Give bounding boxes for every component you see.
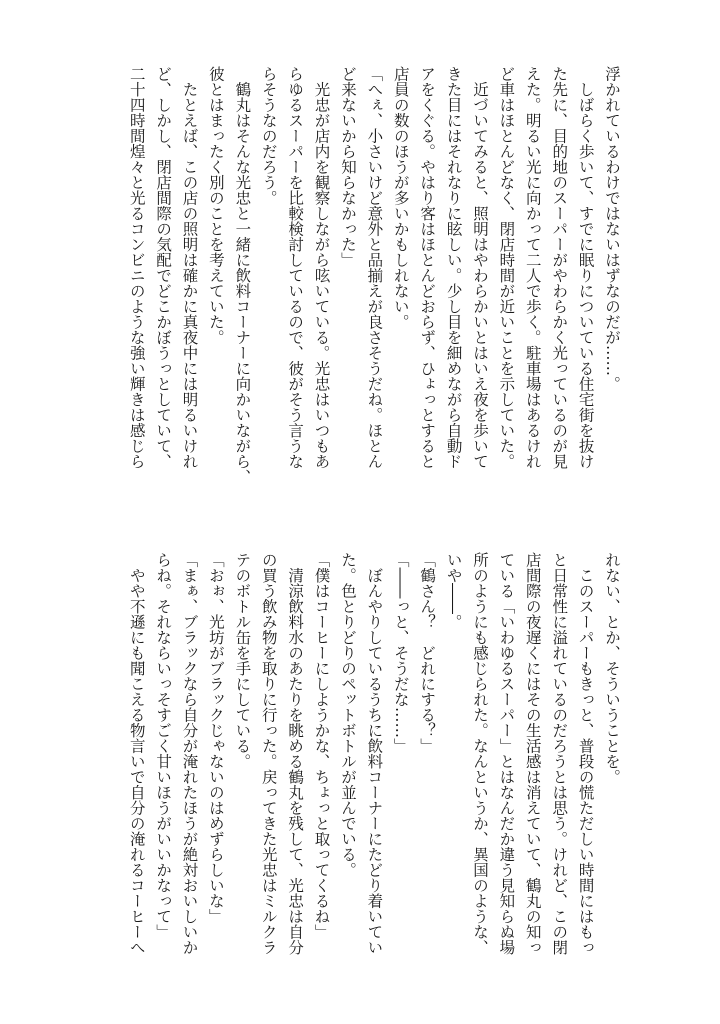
text-line: 「鶴さん？ どれにする？」 bbox=[418, 552, 437, 754]
text-line: アをくぐる。やはり客はほとんどおらず、ひょっとすると bbox=[418, 66, 437, 469]
text-line: 「――っと、そうだな……」 bbox=[391, 552, 410, 754]
text-line: たとえば、この店の照明は確かに真夜中には明るいけれ bbox=[180, 66, 199, 469]
text-line: た先に、目的地のスーパーがやわらかく光っているのが見 bbox=[550, 66, 569, 469]
text-line: ぼんやりしているうちに飲料コーナーにたどり着いてい bbox=[365, 552, 384, 955]
text-line: えた。明るい光に向かって二人で歩く。駐車場はあるけれ bbox=[523, 66, 542, 469]
text-line: テのボトル缶を手にしている。 bbox=[233, 552, 252, 769]
text-line: 鶴丸はそんな光忠と一緒に飲料コーナーに向かいながら、 bbox=[233, 66, 252, 485]
text-line: ど車はほとんどなく、閉店時間が近いことを示していた。 bbox=[497, 66, 516, 469]
text-line: 「へぇ、小さいけど意外と品揃えが良さそうだね。ほとん bbox=[365, 66, 384, 469]
text-line: らそうなのだろう。 bbox=[259, 66, 278, 206]
text-line: 光忠が店内を観察しながら呟いている。光忠はいつもあ bbox=[312, 66, 331, 469]
text-line: 「おぉ、光坊がブラックじゃないのはめずらしいな」 bbox=[206, 552, 225, 924]
text-block-bottom bbox=[123, 552, 625, 982]
text-line: と日常性に溢れているのだろうとは思う。けれど、この閉 bbox=[550, 552, 569, 955]
text-line: しばらく歩いて、すでに眠りについている住宅街を抜け bbox=[576, 66, 595, 469]
text-line: らね。それならいっそすごく甘いほうがいいかなって」 bbox=[154, 552, 173, 940]
text-line: 彼とはまったく別のことを考えていた。 bbox=[206, 66, 225, 345]
text-line: ど、しかし、閉店間際の気配でどこかぼうっとしていて、 bbox=[154, 66, 173, 469]
text-line: らゆるスーパーを比較検討しているので、彼がそう言うな bbox=[286, 66, 305, 469]
text-line: ている「いわゆるスーパー」とはなんだか違う見知らぬ場 bbox=[497, 552, 516, 955]
text-line: このスーパーもきっと、普段の慌ただしい時間にはもっ bbox=[576, 552, 595, 955]
text-line: 清涼飲料水のあたりを眺める鶴丸を残して、光忠は自分 bbox=[286, 552, 305, 955]
text-line: の買う飲み物を取りに行った。戻ってきた光忠はミルクラ bbox=[259, 552, 278, 955]
text-line: 二十四時間煌々と光るコンビニのような強い輝きは感じら bbox=[127, 66, 146, 469]
text-line: きた目にはそれなりに眩しい。少し目を細めながら自動ド bbox=[444, 66, 463, 469]
text-line: 浮かれているわけではないはずなのだが……。 bbox=[603, 66, 621, 392]
text-line: ど来ないから知らなかった」 bbox=[338, 66, 357, 268]
text-line: 近づいてみると、照明はやわらかいとはいえ夜を歩いて bbox=[470, 66, 489, 469]
text-block-top bbox=[123, 66, 625, 496]
text-line: やや不遜にも聞こえる物言いで自分の淹れるコーヒーへ bbox=[127, 552, 146, 955]
text-line: 店員の数のほうが多いかもしれない。 bbox=[391, 66, 410, 330]
text-line: 「僕はコーヒーにしようかな、ちょっと取ってくるね」 bbox=[312, 552, 331, 940]
text-line: いや――。 bbox=[444, 552, 463, 630]
text-line: 「まぁ、ブラックなら自分が淹れたほうが絶対おいしいか bbox=[180, 552, 199, 955]
text-line: 所のようにも感じられた。なんというか、異国のような、 bbox=[470, 552, 489, 955]
text-line: 店間際の夜遅くにはその生活感は消えていて、鶴丸の知っ bbox=[523, 552, 542, 955]
text-line: た。色とりどりのペットボトルが並んでいる。 bbox=[338, 552, 357, 878]
text-line: れない、とか、そういうことを。 bbox=[603, 552, 621, 785]
